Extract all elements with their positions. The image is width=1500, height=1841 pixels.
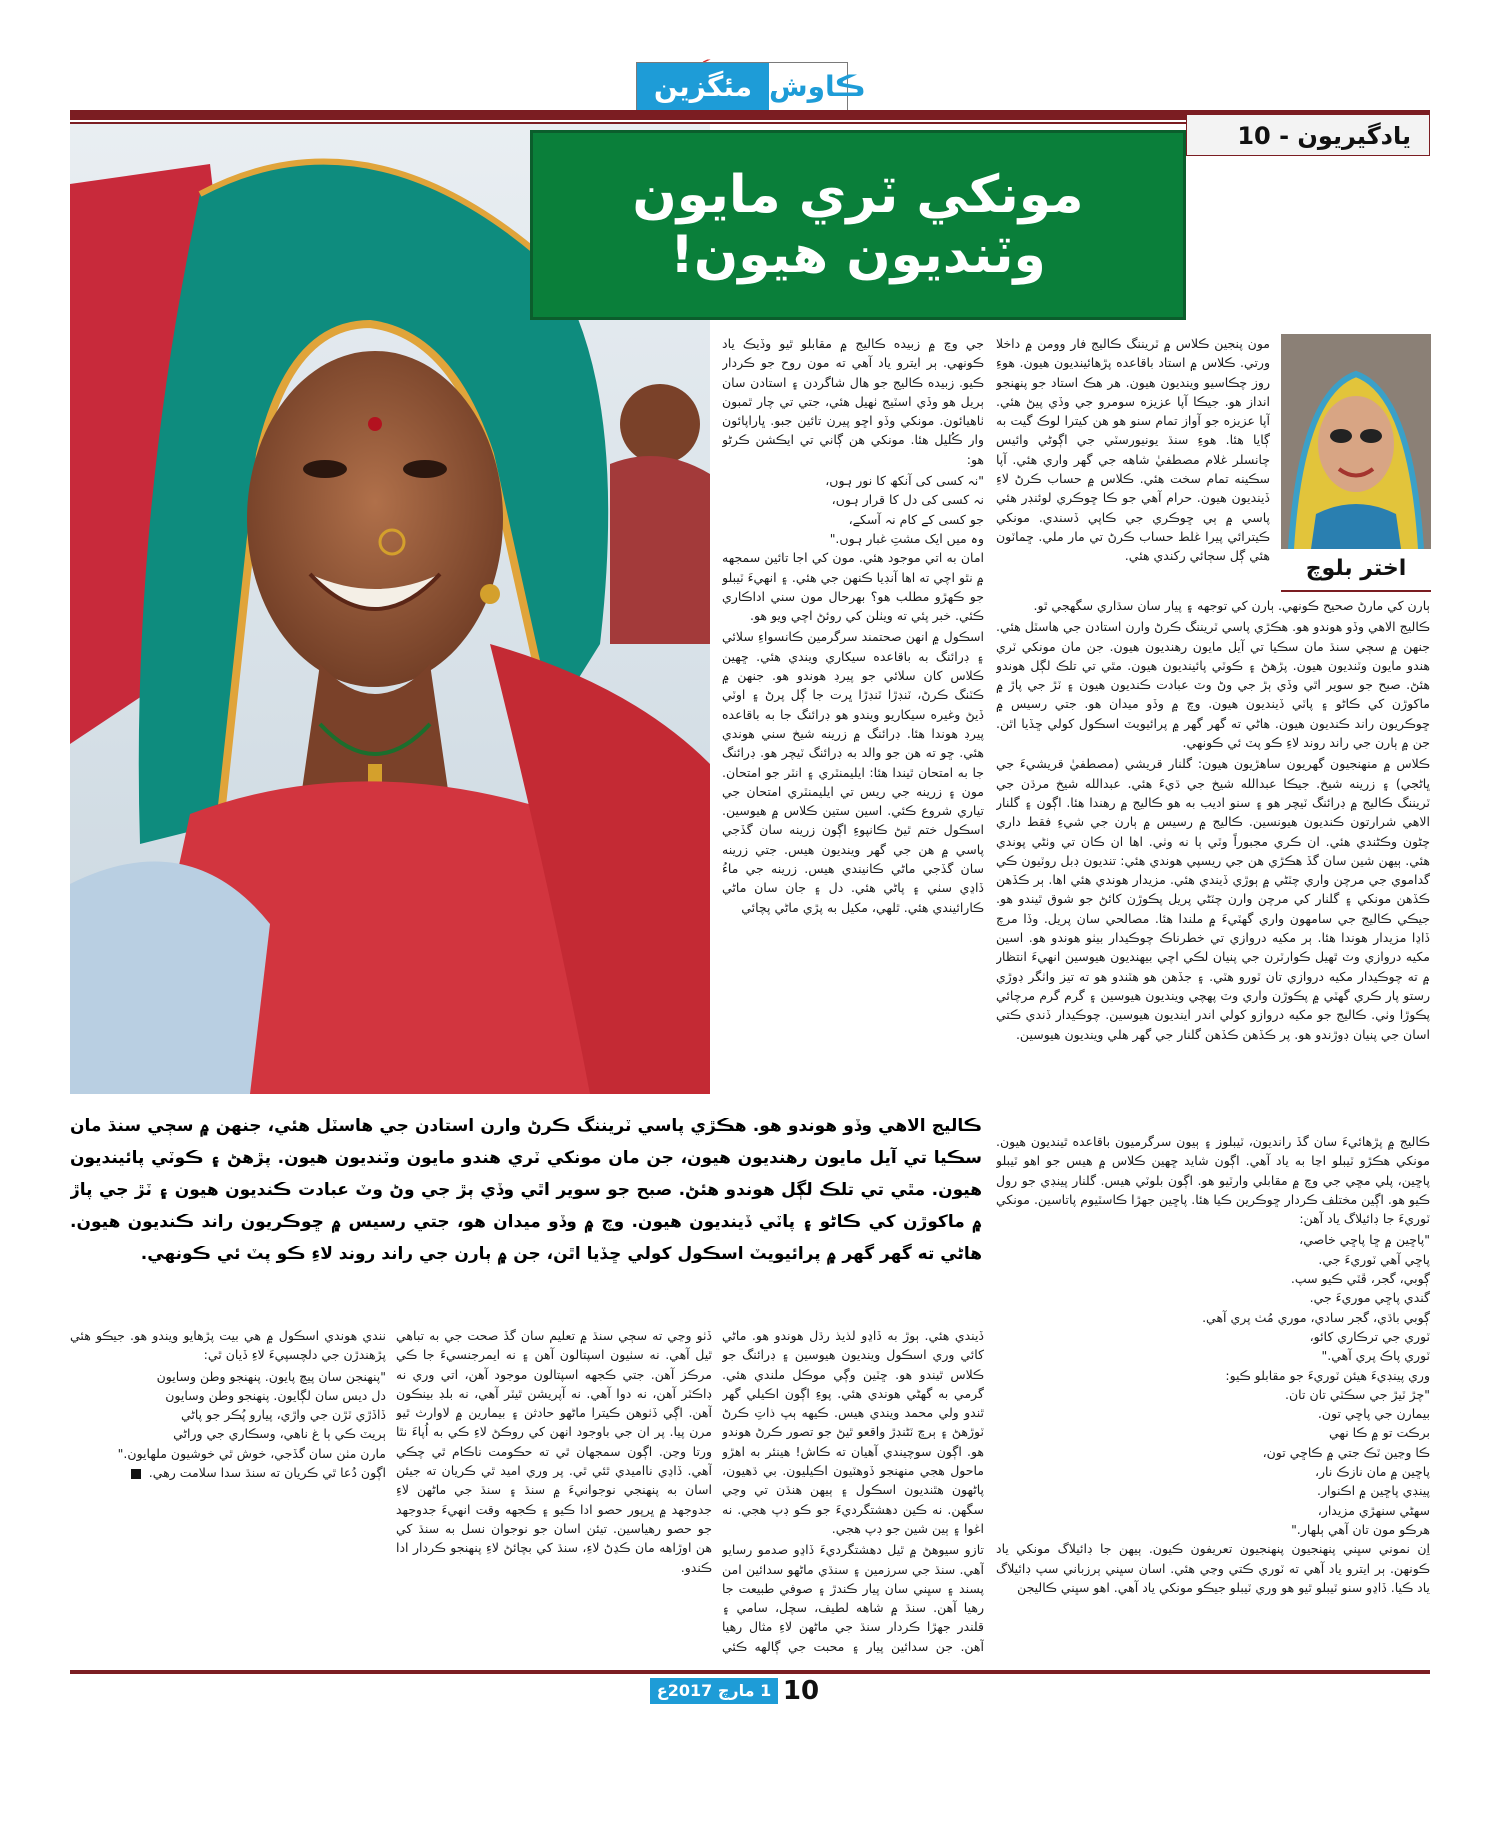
masthead-name: ڪاوش xyxy=(769,63,847,111)
article-column-bottom-right xyxy=(722,1326,984,1656)
article-column-bottom-middle xyxy=(396,1326,712,1656)
verse-line: هرڪو مون تان آهي ٻلهار." xyxy=(1291,1521,1430,1537)
headline-box xyxy=(530,130,1186,320)
verse-line: وري پينڊيءَ هيئن ٽوريءَ جو مقابلو ڪيو: xyxy=(1225,1367,1430,1383)
paragraph: ڏيندي هئي. ٻوڙ به ڏاڍو لذيذ رڌل هوندو هو. ماڻي کائي وري اسڪول وينديون هيوسين ۽ ڊرائنگ جو ڪلاس ٿيندو هو. ڇٽين وڳي موڪل ملندي هئي. گرمي به گهڻي هوندي هئي. پوءِ اڳون اڪيلي گهر ٿندو ولي محمد ويندي هيس. ڪيهه ٻپ ذاتِ ڪرڻ ٽوڙهڻ ۽ ٻرڇ ٽڻنڊڙ واقعو ٿيڻ جو تصور ڪرڻ هوندو هو. اڳون سوچيندي آهيان ته ڪاش! هينئر به اهڙو ماحول هجي منهنجو ڏوهٽيون اڪيليون. بي ڌهيون، پاڻهون هٿنديون اسڪول ۽ ٻيهن هنڌن تي وڃي سگهن. نه ڪين دهشتگرديءَ جو ڪو ڊپ هجي. نه اغوا ۽ ٻين شين جو ڊپ هجي. xyxy=(722,1328,984,1536)
verse-line: پينڊي پاڇين ۾ اڪنوار. xyxy=(1317,1483,1430,1499)
urdu-verse xyxy=(722,471,984,548)
page-number: 10 xyxy=(782,1676,820,1706)
verse-line: ڳوبي، گجر، ڦٽي ڪيو سپ. xyxy=(1290,1271,1430,1287)
paragraph: اِن نموني سڀني پنهنجيون پنهنجيون تعريفون ڪيون. ٻيهن جا ڊائيلاگ مونکي ياد ڪونهن. ٻر ايترو ياد آهي ته ٽوري ڪتي وڃي هئي. اسان سڀني ٻرزباني سپ ڊائيلاگ ياد ڪيا. ڏاڍو سنو ٽيبلو ٿيو هو وري ٽيبلو جيڪو مونکي ياد آهي. اهو سڀني ڪاليجن xyxy=(996,1541,1430,1595)
headline: مونکي ٽري مايون وٽنديون هيون! xyxy=(632,165,1084,285)
masthead-magazine: مئگزين xyxy=(637,63,769,111)
author-rule xyxy=(1281,590,1431,592)
verse-line: "پاڇين ۾ ڇا پاڇي خاصي، xyxy=(1299,1232,1430,1248)
paragraph: اسڪول ۾ انهن صحتمند سرگرمين ڪانسواءِ سلائي ۽ ڊرائنگ به باقاعده سيکاري ويندي هئي. ڇهين ڪلاس کان سلائي جو پيرڊ هوندو هو. جنهن ۾ ڪٽنگ ڪرڻ، ٽنڊڙا ٽنڊڙا ڀرت جا ڳل پرڻ ۽ اوٽي ڏيڻ وغيره سيکاريو ويندو هو ڊرائنگ جا به باقاعده پيرڊ هوندا هئا. ڊرائنگ ۾ زرينه شيخ سني هوندي هئي. ڇو ته هن جو والد به ڊرائنگ ٽيچر هو. ڊرائنگ جا به امتحان ٿيندا هئا: ايليمنٽري ۽ انٽر جو امتحان. مون ۽ زرينه جي ريس تي ايليمنٽري امتحان جي تياري شروع ڪئي. اسين ستين ڪلاس ۾ هيوسين. اسڪول ختم ٿيڻ ڪانپوءِ اڳون زرينه سان گڏجي پاسي ۾ هن جي گهر وينديون هيس. جتي زرينه سان گڏجي ماڻي ڪانيندي هيس. زرينه جي ماءُ ڏاڍي سٺي ۽ پاڻي هئي. دل ۽ جان سان ماڻي ڪارائيندي هئي. ٿلهي، مکيل به پڙي ماڻي پچائي xyxy=(722,629,984,915)
series-label: يادگيريون - 10 xyxy=(1186,114,1430,156)
article-column-right-mid xyxy=(996,596,1430,1132)
pull-quote: ڪاليج الاهي وڏو هوندو هو. هڪڙي پاسي ٽريننگ ڪرڻ وارن استادن جي هاسٽل هئي، جنهن ۾ سڄي سنڌ مان سڪيا تي آيل مايون رهنديون هيون، جن مان مونکي ٽري هندو مايون وٽنديون هيون. پڙهڻ ۽ ڪوٽي پائينديون هيون. مٿي تي تلڪ لڳل هوندو هئڻ. صبح جو سوير اٿي وڏي ٻڙ جي وڻ وٽ عبادت ڪنديون هيون ۽ ٽڙ جي پاڙ ۾ ماکوڙن کي ڪاڻو ۽ پاٽي ڏينديون هيون. وچ ۾ وڏو ميدان هو، جتي رسيس ۾ ڇوڪريون راند ڪنديون هيون. هاڻي ته گهر گهر ۾ پرائيويٽ اسڪول کولي ڇڏيا اٿن، جن ۾ ٻارن جي راند روند لاءِ ڪو پٽ ئي ڪونهي. xyxy=(70,1116,982,1264)
verse-line: ٽوري پاڪ پري آهي." xyxy=(1321,1348,1430,1364)
footer-rule xyxy=(70,1670,1430,1674)
verse-line: ڏاڏڙي ٽڙن جي واڙي، پيارو پُڪر جو پاڻي xyxy=(180,1407,386,1423)
end-mark-icon xyxy=(131,1469,141,1479)
paragraph: ڪلاس ۾ منهنجيون گهريون ساهڙيون هيون: گلنار قريشي (مصطفيٰ قريشيءَ جي ڀاڻجي) ۽ زرينه شيخ. جيڪا عبدالله شيخ جي ڌيءَ هئي. عبدالله شيخ مرڌن جي ٽريننگ ڪاليج ۾ ڊرائنگ ٽيچر هو ۽ سنو اديب به هو ڪاليج ۾ رهندا هئا. اڳون ۽ گلنار الاهي شرارتون ڪنديون هيونسين. ڪاليج ۾ رسيس ۾ ٻارن جي شيءِ فقط داري چڻون وڪڻندي هئي. ان ڪري مجبوراً وٽي ٻا نه وٺي. اها ان ڪان تي وٺڻي پوندي هئي. ٻيهن شين سان گڏ هڪڙي هن جي ريسپي هوندي هئي: تنديون ڊبل روٽيون ڪي گداموي جي مرچن واري چٽڻي ۾ ٻوڙي ڏيندي هئي. مزيدار هوندي هئي اها. ٻر ڪڏهن ڪڏهن مونکي ۽ گلنار کي مرچن وارن چٽڻي پريل پڪوڙن کائڻ جو شوق ٿيندو هو. جيڪي ڪاليج جي سامهون واري گهٽيءَ ۾ ملندا هئا. مصالحي سان پريل. وڏا مرچ ڏاڍا مزيدار هوندا هئا. ٻر مکيه دروازي تي خطرناڪ چوڪيدار بيٺو هوندو هو. اسين مکيه دروازي وٽ ٿهيل ڪوارٽرن جي پنيان لڪي اچي بيهنديون هيوسين انهيءَ انتظار ۾ ته چوڪيدار مکيه دروازي تان ٽورو هٽي. ۽ جڏهن هو هٽندو هو ته تيز واٺگر ڊوڙي رستو پار ڪري گهٽي ۾ پڪوڙن واري وٽ پهچي وينديون هيوسين ۽ گرم گرم مرچائي پڪوڙا وٺي. ڪاليج جو مکيه دروازو کولي اندر اينديون هيوسين. چوڪيدار ڏندي ڪتي اسان جي پنيان ڊوڙندو هو. پر ڪڏهن ڪڏهن گلنار جي گهر هلي وينديون هيوسين. xyxy=(996,756,1430,1042)
paragraph: ڪاليج ۾ پڙهائيءَ سان گڏ رانديون، ٽيبلوز ۽ ٻيون سرگرميون باقاعده ٿينديون هيون. مونکي هڪڙو ٽيبلو اڃا به ياد آهي. اڳون شايد ڇهين ڪلاس ۾ هيس جو اهو ٽيبلو پاڇين، پلي مڇي جي وچ ۾ مقابلي وارٽيو هو. اڳون بلوٽي هيس. گلنار پينڊي جو رول ڪيو هو. اڳين مختلف ڪردار ڇوڪرين ڪيا هئا. پاڇين جهڙا ڪاسٽيوم پاتاسين. مونکي ٽوريءَ جا ڊائيلاگ ياد آهن: xyxy=(996,1134,1430,1227)
verse-line: مارن مٺن سان گڏجي، خوش ٿي خوشيون ملهايون." xyxy=(117,1445,386,1461)
verse-line: ڳوبي باڌي، گجر سادي، موري مُٺ پري آهي. xyxy=(1202,1309,1430,1325)
paragraph: امان به اتي موجود هئي. مون کي اجا تائين سمجهه ۾ نٿو اچي ته اها آنڊيا ڪنهن جي هئي. ۽ انهيءَ ٽيبلو جو ڪهڙو مطلب هو؟ بهرحال مون سني اداڪاري ڪئي. خبر پئي ته ويٺلن کي روئڻ اچي ويو هو. xyxy=(722,550,984,624)
verse-line: "پنهنجن سان پيچ پايون. پنهنجو وطن وسايون xyxy=(156,1368,386,1384)
paragraph: ڪاليج الاهي وڏو هوندو هو. هڪڙي پاسي ٽريننگ ڪرڻ وارن استادن جي هاسٽل هئي. جنهن ۾ سڄي سنڌ مان سڪيا تي آيل مايون رهنديون هيون. جن مان مونکي ٽري هندو مايون وٽنديون هيون. پڙهڻ ۽ ڪوٽي پائينديون هيون. مٿي تي تلڪ لڳل هوندو هئڻ. صبح جو سوير اٿي وڏي ٻڙ جي وڻ وٽ عبادت ڪنديون هيون ۽ ٽڙ جي پاڙ ۾ ماکوڙن کي ڪاڻو ۽ پاٽي ڏينديون هيون. وچ ۾ وڏو ميدان هو. جتي رسيس ۾ ڇوڪريون راند ڪنديون هيون. هاڻي ته گهر گهر ۾ پرائيويٽ اسڪول کولي ڇڏيا اٿن. جن ۾ ٻارن جي راند روند لاءِ ڪو پٽ ئي ڪونهي. xyxy=(996,619,1430,751)
article-column-bottom-left xyxy=(70,1326,386,1656)
closing-text: اڳون دُعا ٿي ڪريان ته سنڌ سدا سلامت رهي. xyxy=(148,1465,386,1481)
paragraph: ڏٺو وڃي ته سڄي سنڌ ۾ تعليم سان گڏ صحت جي به تباهي ٿيل آهي. نه سٺيون اسپتالون آهن ۽ نه ايمرجنسيءَ جا ڪي مرڪز آهن. جتي ڪجهه اسپتالون موجود آهن، اتي وري نه ڊاڪٽر آهن، نه دوا آهي. نه آپريشن ٿيٽر آهي، نه بلڊ بينڪون آهن. اڳي ڏٺوهن ڪيترا ماڻهو حادثن ۽ بيمارين ۾ لاوارث ٿيو مرن پيا. پر ان جي باوجود انهن کي روڪڻ لاءِ ڪي به اُپاءَ نٿا ورتا وڃن. اڳون سمجهان ٿي ته حڪومت ناڪام ٿي چڪي آهي. ڏاڍي نااميدي ٿئي ٿي. پر وري اميد ٿي ڪريان ته جيئن اسان به پنهنجي نوجوانيءَ ۾ سنڌ ۽ سنڌ جي ماڻهن لاءِ جدوجهد ۾ ڀرپور حصو ادا ڪيو ۽ ڪجهه وقت انهيءَ جدوجهد جو حصو رهياسين. تيئن اسان جو نوجوان نسل به سنڌ کي هن اوڙاهه مان ڪڍڻ لاءِ، سنڌ کي بچائڻ لاءِ پنهنجو ڪردار ادا ڪندو. xyxy=(396,1328,712,1575)
paragraph: تازو سيوهڻ ۾ ٿيل دهشتگرديءَ ڏاڍو صدمو رسايو آهي. سنڌ جي سرزمين ۽ سنڌي ماڻهو سدائين امن پسند ۽ سڀني سان پيار ڪندڙ ۽ صوفي طبيعت جا رهيا آهن. سنڌ ۾ شاهه لطيف، سچل، سامي ۽ قلندر جهڙا ڪردار سنڌ جي ماڻهن لاءِ مثال رهيا آهن. جن سدائين پيار ۽ محبت جي ڳالهه ڪئي xyxy=(722,1542,984,1654)
verse-line: نہ کسی کی دل کا قرار ہوں، xyxy=(831,492,984,508)
author-photo xyxy=(1281,334,1431,549)
verse-line: بيمارن جي پاڇي تون. xyxy=(1317,1406,1430,1422)
paragraph: مون پنجين ڪلاس ۾ ٽريننگ ڪاليج فار وومن ۾ داخلا ورتي. ڪلاس ۾ استاد باقاعده پڙهائينديون هيون. هوءِ روز چڪاسيو وينديون هيون. هر هڪ استاد جو پنهنجو انداز هو. جيڪا آپا عزيزه سومرو جي وڏي پيڻ هئي. آپا عزيزه جو آواز تمام سنو هو هن کيترا لوڪ گيت به ڳايا هئا. هوءِ سنڌ يونيورسٽي جي اڳوڻي وائيس چانسلر غلام مصطفيٰ شاهه جي گهر واري هئي. آپا سڪينه تمام سخت هئي. ڪلاس ۾ حساب ڪرڻ لاءِ ڏينديون هيون. حرام آهي جو ڪا ڇوڪري لوئنڊر هئي پاسي ۾ ٻي ڇوڪري جي ڪاپي ڏسندي. مونکي ڪيترائي پيرا غلط حساب ڪرڻ تي مار ملي. ڇماٽون هئي ڳل سڄائي رکندي هئي. xyxy=(996,336,1270,564)
verse-line: "چڙ ٽيڙ جي سڪٽي تان تان. xyxy=(1285,1386,1430,1402)
masthead-logo xyxy=(636,62,866,112)
verse-line: پاڇين ۾ مان نازڪ نار، xyxy=(1314,1464,1430,1480)
verse-line: ٽوري جي ترڪاري کائو، xyxy=(1309,1328,1430,1344)
dialogue-verse xyxy=(996,1230,1430,1539)
verse-line: سهڻي سنهڙي مزيدار، xyxy=(1317,1502,1430,1518)
school-verse xyxy=(70,1367,386,1463)
paragraph: ٻارن کي مارڻ صحيح ڪونهي. ٻارن کي توجهه ۽ پيار سان سڌاري سگهجي ٿو. xyxy=(1033,598,1430,613)
verse-line: وہ میں ایک مشتِ غبار ہوں." xyxy=(829,530,984,546)
footer-date: 1 مارچ 2017ع xyxy=(650,1678,778,1704)
article-column-right-top xyxy=(996,334,1270,592)
verse-line: ڪا وڃين ٽڪ جتي ۾ ڪاڇي تون، xyxy=(1262,1444,1430,1460)
author-name: اختر بلوچ xyxy=(1305,556,1407,581)
verse-line: گندي پاڇي موريءَ جي. xyxy=(1309,1290,1430,1306)
verse-line: جو کسی کے کام نہ آسکے، xyxy=(848,511,984,527)
verse-line: پاڇي آهي ٽوريءَ جي. xyxy=(1318,1251,1430,1267)
verse-line: برڪت تو ۾ ڪا نهي xyxy=(1329,1425,1430,1441)
article-column-right-bottom xyxy=(996,1132,1430,1656)
article-column-middle xyxy=(722,334,984,1094)
verse-line: ٻريٽ ڪي ٻا غ ناهي، وسڪاري جي وراڻي xyxy=(173,1426,386,1442)
verse-line: دل ديس سان لڳايون. پنهنجو وطن وسايون xyxy=(165,1387,386,1403)
paragraph: نندي هوندي اسڪول ۾ هي بيت پڙهايو ويندو هو. جيڪو هئي پڙهندڙن جي دلچسپيءَ لاءِ ڏيان ٿي: xyxy=(70,1328,386,1363)
paragraph: جي وچ ۾ زبيده ڪاليج ۾ مقابلو ٿيو وڏيڪ ياد ڪونهي. ٻر ايترو ياد آهي ته مون روح جو ڪردار ڪيو. زبيده ڪاليج جو هال شاگردن ۽ استادن سان ٻريل هو وڏي اسٽيج ٺهيل هئي، جتي تي چار ٿمبون ٺاهيائون. مونکي وڏو اڇو پيرن تائين جبو. ڀاراپائون وار ڪُليل هئا. مونکي هن ڳاني تي ايڪشن ڪرڻو هو: xyxy=(722,336,984,467)
verse-line: "نہ کسی کی آنکھ کا نور ہوں، xyxy=(825,473,984,489)
closing-line xyxy=(70,1463,386,1482)
